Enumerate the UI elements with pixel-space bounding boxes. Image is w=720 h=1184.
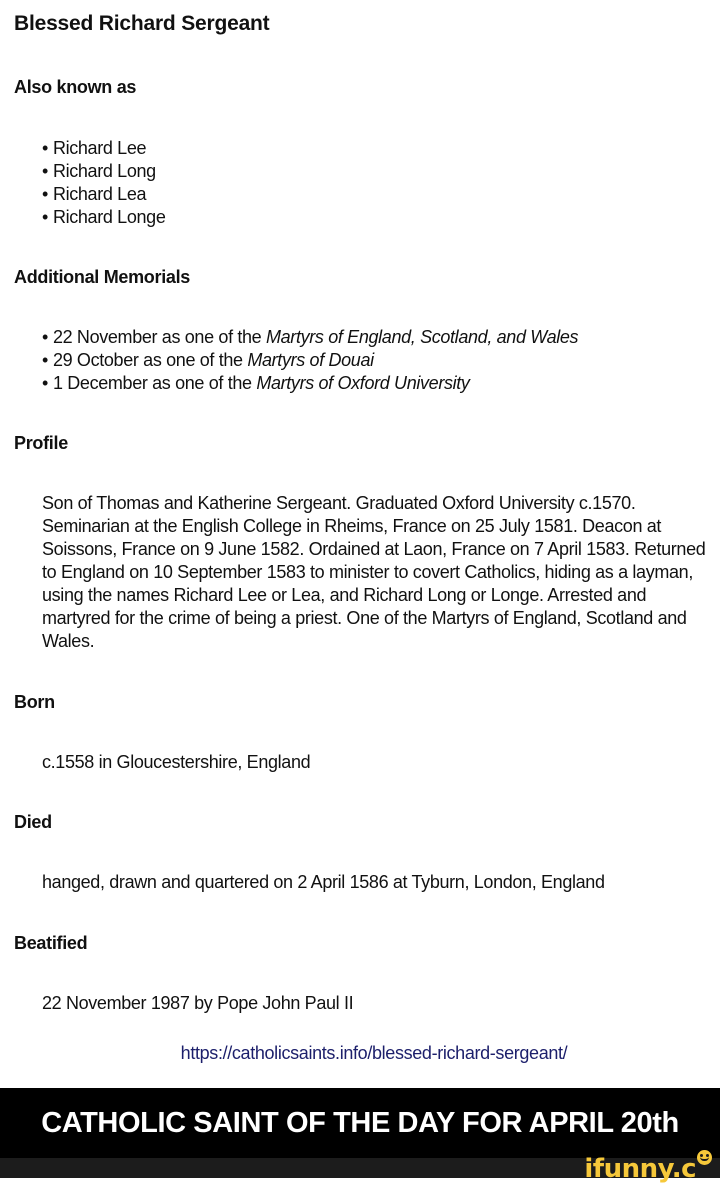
born-text: c.1558 in Gloucestershire, England: [42, 752, 311, 772]
list-item: • Richard Longe: [42, 207, 166, 227]
ifunny-watermark: [584, 1150, 712, 1184]
source-link[interactable]: https://catholicsaints.info/blessed-richard-sergeant/: [180, 1043, 568, 1063]
beatified-text: 22 November 1987 by Pope John Paul II: [42, 993, 354, 1013]
heading-beatified: Beatified: [14, 933, 88, 953]
heading-profile: Profile: [14, 433, 68, 453]
page-title: Blessed Richard Sergeant: [14, 12, 270, 35]
list-item: • 22 November as one of the Martyrs of England, Scotland, and Wales: [42, 327, 579, 347]
bullet-icon: •: [42, 327, 48, 347]
list-item: • Richard Lee: [42, 138, 147, 158]
list-item: • Richard Long: [42, 161, 156, 181]
source-link-container: [0, 1043, 720, 1064]
heading-additional-memorials: Additional Memorials: [14, 267, 191, 287]
heading-born: Born: [14, 692, 55, 712]
memorials-list: [42, 326, 712, 395]
bullet-icon: •: [42, 161, 48, 181]
bullet-icon: •: [42, 138, 48, 158]
died-text: hanged, drawn and quartered on 2 April 1586 at Tyburn, London, England: [42, 872, 605, 892]
heading-died: Died: [14, 812, 52, 832]
watermark-text: ifunny.c: [584, 1154, 696, 1184]
bullet-icon: •: [42, 373, 48, 393]
heading-also-known-as: Also known as: [14, 77, 137, 97]
list-item: • Richard Lea: [42, 184, 147, 204]
list-item: • 29 October as one of the Martyrs of Douai: [42, 350, 374, 370]
bullet-icon: •: [42, 184, 48, 204]
banner-text: CATHOLIC SAINT OF THE DAY FOR APRIL 20th: [41, 1106, 679, 1139]
list-item: • 1 December as one of the Martyrs of Oxford University: [42, 373, 470, 393]
smiley-icon: [697, 1150, 712, 1165]
profile-text: Son of Thomas and Katherine Sergeant. Graduated Oxford University c.1570. Seminarian at the English College in Rheims, France on 25 July 1581. Deacon at Soissons, France on 9 June 1582. Ordained at Laon, France on 7 April 1583. Returned to England on 10 September 1583 to minister to covert Catholics, hiding as a layman, using the names Richard Lee or Lea, and Richard Long or Longe. Arrested and martyred for the crime of being a priest. One of the Martyrs of England, Scotland and Wales.: [42, 493, 706, 651]
bullet-icon: •: [42, 350, 48, 370]
also-known-as-list: [42, 137, 712, 229]
caption-banner: [0, 1088, 720, 1158]
bullet-icon: •: [42, 207, 48, 227]
